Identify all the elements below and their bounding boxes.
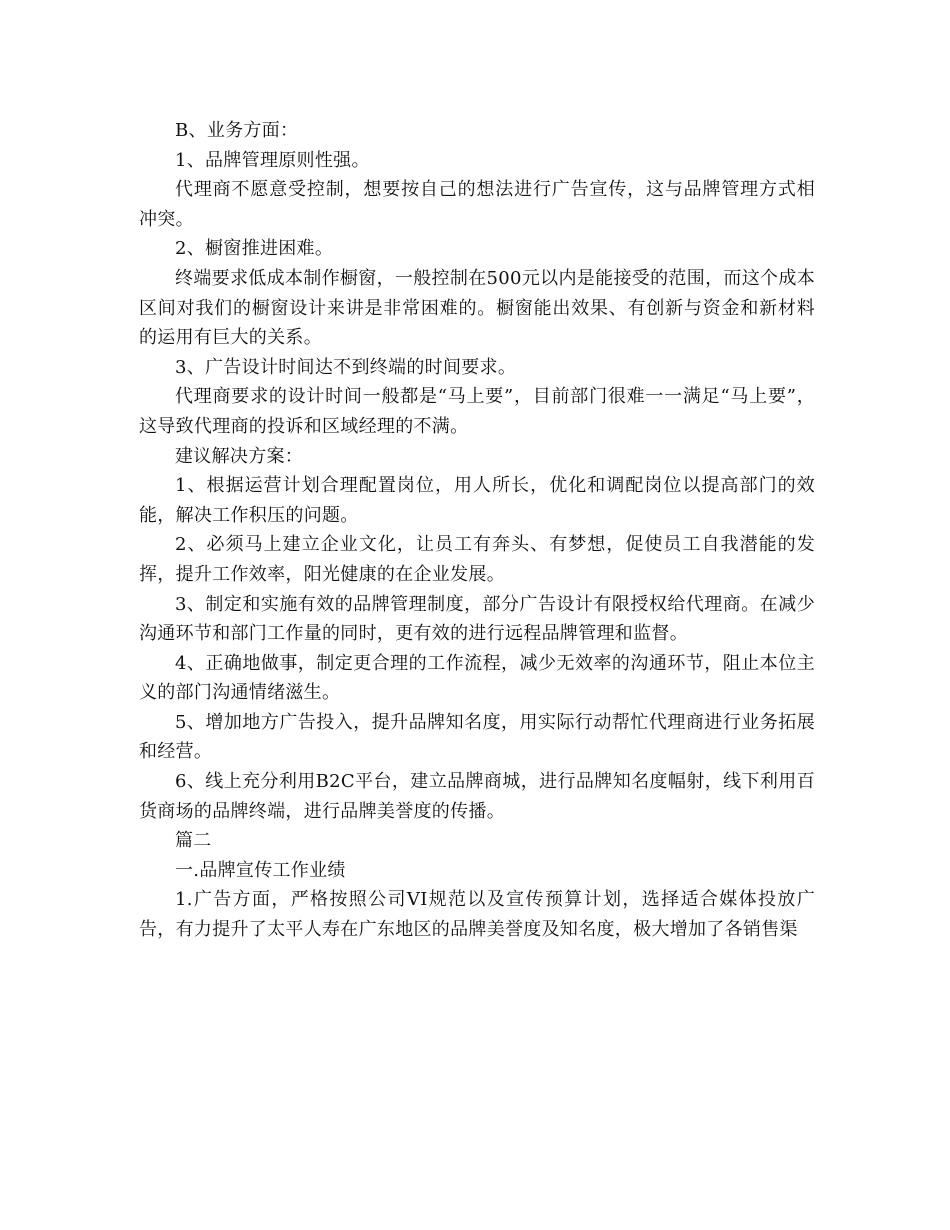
paragraph-brand-promo-heading: 一.品牌宣传工作业绩 [175,859,346,881]
paragraph-solution-2: 2、必须马上建立企业文化，让员工有奔头、有梦想，促使员工自我潜能的发挥，提升工作效率，阳光健康的在企业发展。 [139,534,815,585]
paragraph-solution-6: 6、线上充分利用B2C平台，建立品牌商城，进行品牌知名度幅射，线下利用百货商场的品牌终端，进行品牌美誉度的传播。 [139,771,815,822]
paragraph-item-2-body: 终端要求低成本制作橱窗，一般控制在500元以内是能接受的范围，而这个成本区间对我们的橱窗设计来讲是非常困难的。橱窗能出效果、有创新与资金和新材料的运用有巨大的关系。 [139,267,815,349]
paragraph-item-3-body: 代理商要求的设计时间一般都是“马上要”，目前部门很难一一满足“马上要”，这导致代理商的投诉和区域经理的不满。 [139,386,815,437]
paragraph-part-two-heading: 篇二 [175,830,212,852]
paragraph-ad-section: 1.广告方面，严格按照公司VI规范以及宣传预算计划，选择适合媒体投放广告，有力提升了太平人寿在广东地区的品牌美誉度及知名度，极大增加了各销售渠 [139,889,815,941]
paragraph-item-3-title: 3、广告设计时间达不到终端的时间要求。 [175,356,517,378]
paragraph-solution-5: 5、增加地方广告投入，提升品牌知名度，用实际行动帮忙代理商进行业务拓展和经营。 [139,711,815,763]
paragraph-item-1-title: 1、品牌管理原则性强。 [175,149,370,171]
paragraph-solutions-heading: 建议解决方案： [175,445,304,467]
paragraph-item-1-body: 代理商不愿意受控制，想要按自己的想法进行广告宣传，这与品牌管理方式相冲突。 [139,179,815,230]
paragraph-item-2-title: 2、橱窗推进困难。 [175,238,334,260]
paragraph-solution-3: 3、制定和实施有效的品牌管理制度，部分广告设计有限授权给代理商。在减少沟通环节和部门工作量的同时，更有效的进行远程品牌管理和监督。 [139,593,815,645]
document-body [139,116,815,945]
paragraph-section-b-heading: B、业务方面： [175,120,299,141]
paragraph-solution-1: 1、根据运营计划合理配置岗位，用人所长，优化和调配岗位以提高部门的效能，解决工作积压的问题。 [139,475,815,526]
paragraph-solution-4: 4、正确地做事，制定更合理的工作流程，减少无效率的沟通环节，阻止本位主义的部门沟通情绪滋生。 [139,652,815,704]
